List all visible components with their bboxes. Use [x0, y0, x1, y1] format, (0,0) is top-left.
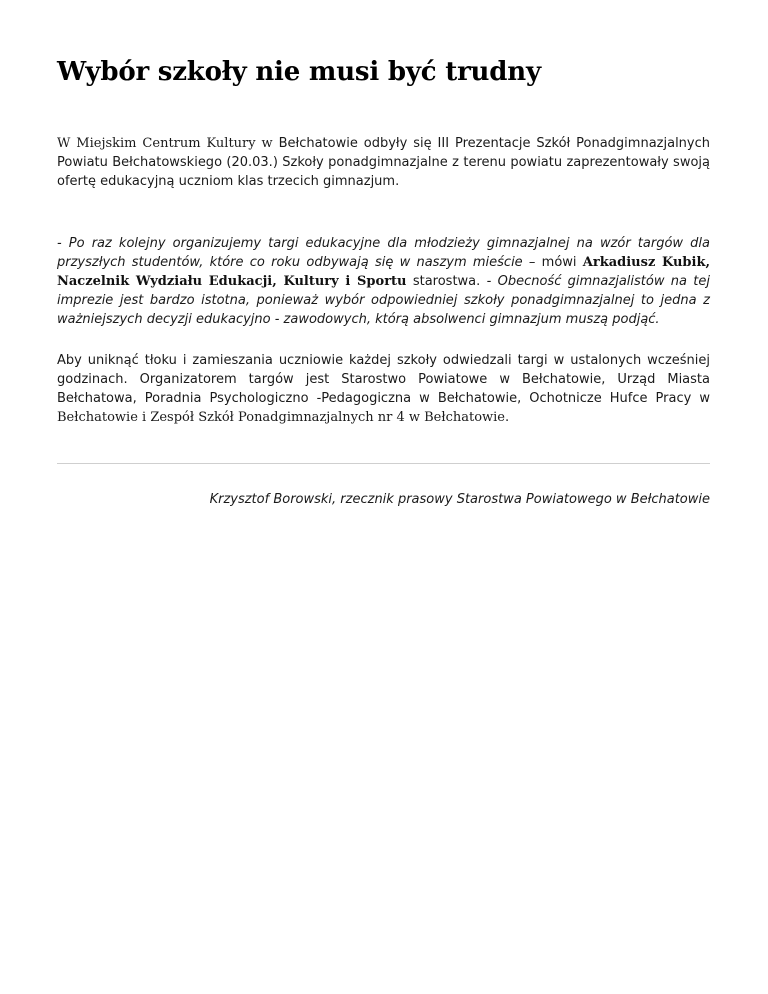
lead-paragraph	[57, 134, 710, 191]
author-signature: Krzysztof Borowski, rzecznik prasowy Starostwa Powiatowego w Bełchatowie	[209, 492, 710, 507]
divider	[57, 463, 710, 464]
quote-speaker: Arkadiusz Kubik, Naczelnik Wydziału Edukacji, Kultury i Sportu	[57, 255, 710, 289]
body-text-part2: Bełchatowie i Zespół Szkół Ponadgimnazjalnych nr 4 w Bełchatowie.	[57, 410, 510, 425]
lead-text-part1: W Miejskim Centrum Kultury w	[57, 136, 279, 151]
quote-italic-1: - Po raz kolejny organizujemy targi edukacyjne dla młodzieży gimnazjalnej na wzór targów dla przyszłych studentów, które co roku odbywają się w naszym mieście	[57, 236, 710, 270]
body-paragraph	[57, 351, 710, 427]
body-text-part1: Aby uniknąć tłoku i zamieszania uczniowie każdej szkoły odwiedzali targi w ustalonych wcześniej godzinach. Organizatorem targów jest Starostwo Powiatowe w Bełchatowie, Urząd Miasta Bełchatowa, Poradnia Psychologiczno -Pedagogiczna w Bełchatowie, Ochotnicze Hufce Pracy w	[57, 353, 710, 406]
quote-says: – mówi	[522, 255, 583, 270]
quote-paragraph	[57, 234, 710, 329]
article-title: Wybór szkoły nie musi być trudny	[57, 57, 541, 87]
quote-italic-2: - Obecność gimnazjalistów na tej imprezie jest bardzo istotna, ponieważ wybór odpowiedniej szkoły ponadgimnazjalnej to jedna z ważniejszych decyzji edukacyjno - zawodowych, którą absolwenci gimnazjum muszą podjąć.	[57, 274, 710, 327]
lead-text-part2: Bełchatowie odbyły się III Prezentacje Szkół Ponadgimnazjalnych Powiatu Bełchatowskiego (20.03.) Szkoły ponadgimnazjalne z terenu powiatu zaprezentowały swoją ofertę edukacyjną uczniom klas trzecich gimnazjum.	[57, 136, 710, 189]
quote-speaker-org: starostwa.	[406, 274, 487, 289]
